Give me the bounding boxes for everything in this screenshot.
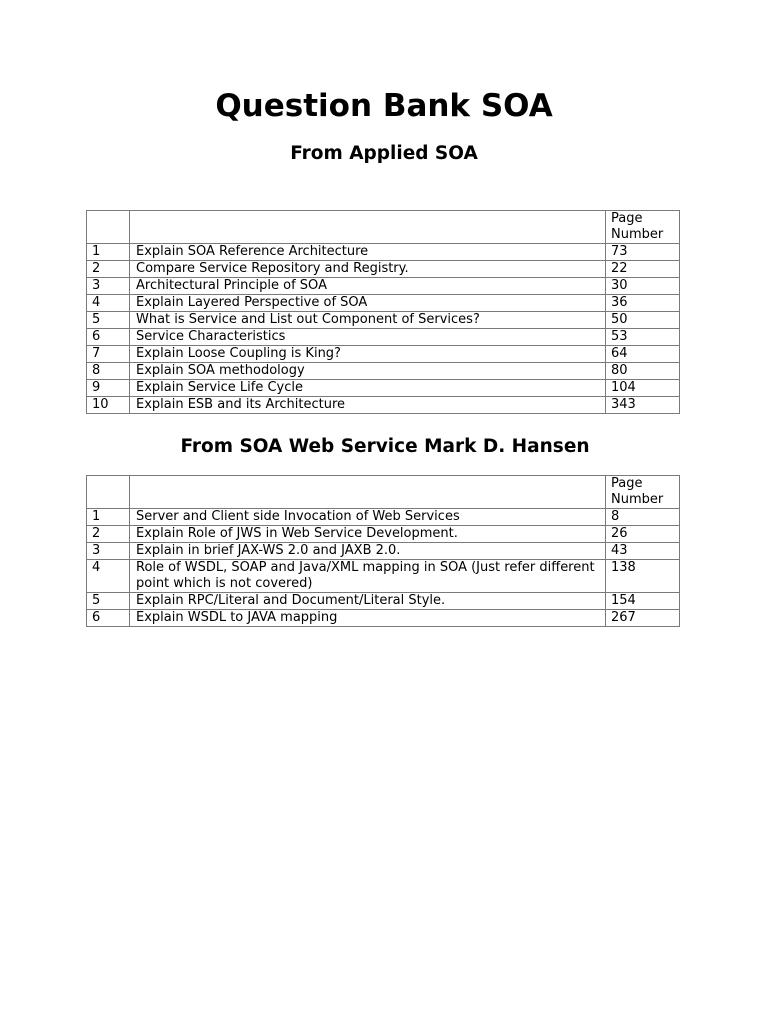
- row-number: 8: [87, 363, 130, 380]
- section-title-applied-soa: From Applied SOA: [290, 143, 478, 164]
- row-question: Explain SOA Reference Architecture: [130, 244, 606, 261]
- row-number: 4: [87, 295, 130, 312]
- table-row: [87, 363, 680, 380]
- row-question: What is Service and List out Component of Services?: [130, 312, 606, 329]
- question-table-soa-web-service: [86, 475, 680, 627]
- row-question: Architectural Principle of SOA: [130, 278, 606, 295]
- row-question: Explain Service Life Cycle: [130, 380, 606, 397]
- table-row: [87, 278, 680, 295]
- row-page-number: 64: [606, 346, 680, 363]
- row-number: 1: [87, 509, 130, 526]
- row-page-number: 267: [606, 610, 680, 627]
- table-row: [87, 295, 680, 312]
- table-row: [87, 526, 680, 543]
- row-question: Explain ESB and its Architecture: [130, 397, 606, 414]
- row-page-number: 80: [606, 363, 680, 380]
- table-row: [87, 593, 680, 610]
- header-page-number-cell: Page Number: [606, 211, 680, 244]
- table-row: [87, 397, 680, 414]
- table-header-row: [87, 211, 680, 244]
- row-page-number: 22: [606, 261, 680, 278]
- row-question: Service Characteristics: [130, 329, 606, 346]
- row-page-number: 43: [606, 543, 680, 560]
- row-question: Explain Role of JWS in Web Service Development.: [130, 526, 606, 543]
- table-row: [87, 312, 680, 329]
- page-title: Question Bank SOA: [215, 88, 553, 124]
- row-number: 7: [87, 346, 130, 363]
- row-question: Explain Layered Perspective of SOA: [130, 295, 606, 312]
- row-page-number: 36: [606, 295, 680, 312]
- row-number: 10: [87, 397, 130, 414]
- row-number: 1: [87, 244, 130, 261]
- row-number: 6: [87, 329, 130, 346]
- section-title-soa-web-service: From SOA Web Service Mark D. Hansen: [180, 436, 590, 457]
- table-row: [87, 261, 680, 278]
- row-question: Explain SOA methodology: [130, 363, 606, 380]
- row-number: 3: [87, 543, 130, 560]
- header-number-cell: [87, 476, 130, 509]
- row-page-number: 343: [606, 397, 680, 414]
- header-question-cell: [130, 211, 606, 244]
- table-row: [87, 543, 680, 560]
- table-row: [87, 329, 680, 346]
- row-number: 3: [87, 278, 130, 295]
- row-question: Role of WSDL, SOAP and Java/XML mapping in SOA (Just refer different point which is not covered): [130, 560, 606, 593]
- table-row: [87, 346, 680, 363]
- question-table-applied-soa: [86, 210, 680, 414]
- row-page-number: 30: [606, 278, 680, 295]
- row-question: Compare Service Repository and Registry.: [130, 261, 606, 278]
- table-row: [87, 509, 680, 526]
- table-row: [87, 560, 680, 593]
- row-number: 5: [87, 312, 130, 329]
- row-question: Explain in brief JAX-WS 2.0 and JAXB 2.0.: [130, 543, 606, 560]
- row-number: 5: [87, 593, 130, 610]
- table-row: [87, 610, 680, 627]
- header-question-cell: [130, 476, 606, 509]
- row-page-number: 50: [606, 312, 680, 329]
- row-page-number: 26: [606, 526, 680, 543]
- row-page-number: 154: [606, 593, 680, 610]
- row-question: Explain Loose Coupling is King?: [130, 346, 606, 363]
- row-page-number: 8: [606, 509, 680, 526]
- row-number: 4: [87, 560, 130, 593]
- table-row: [87, 244, 680, 261]
- row-page-number: 53: [606, 329, 680, 346]
- table-row: [87, 380, 680, 397]
- table-header-row: [87, 476, 680, 509]
- row-question: Server and Client side Invocation of Web Services: [130, 509, 606, 526]
- row-page-number: 104: [606, 380, 680, 397]
- row-question: Explain RPC/Literal and Document/Literal Style.: [130, 593, 606, 610]
- row-number: 2: [87, 526, 130, 543]
- row-number: 9: [87, 380, 130, 397]
- row-number: 6: [87, 610, 130, 627]
- row-question: Explain WSDL to JAVA mapping: [130, 610, 606, 627]
- row-page-number: 138: [606, 560, 680, 593]
- row-number: 2: [87, 261, 130, 278]
- row-page-number: 73: [606, 244, 680, 261]
- header-number-cell: [87, 211, 130, 244]
- header-page-number-cell: Page Number: [606, 476, 680, 509]
